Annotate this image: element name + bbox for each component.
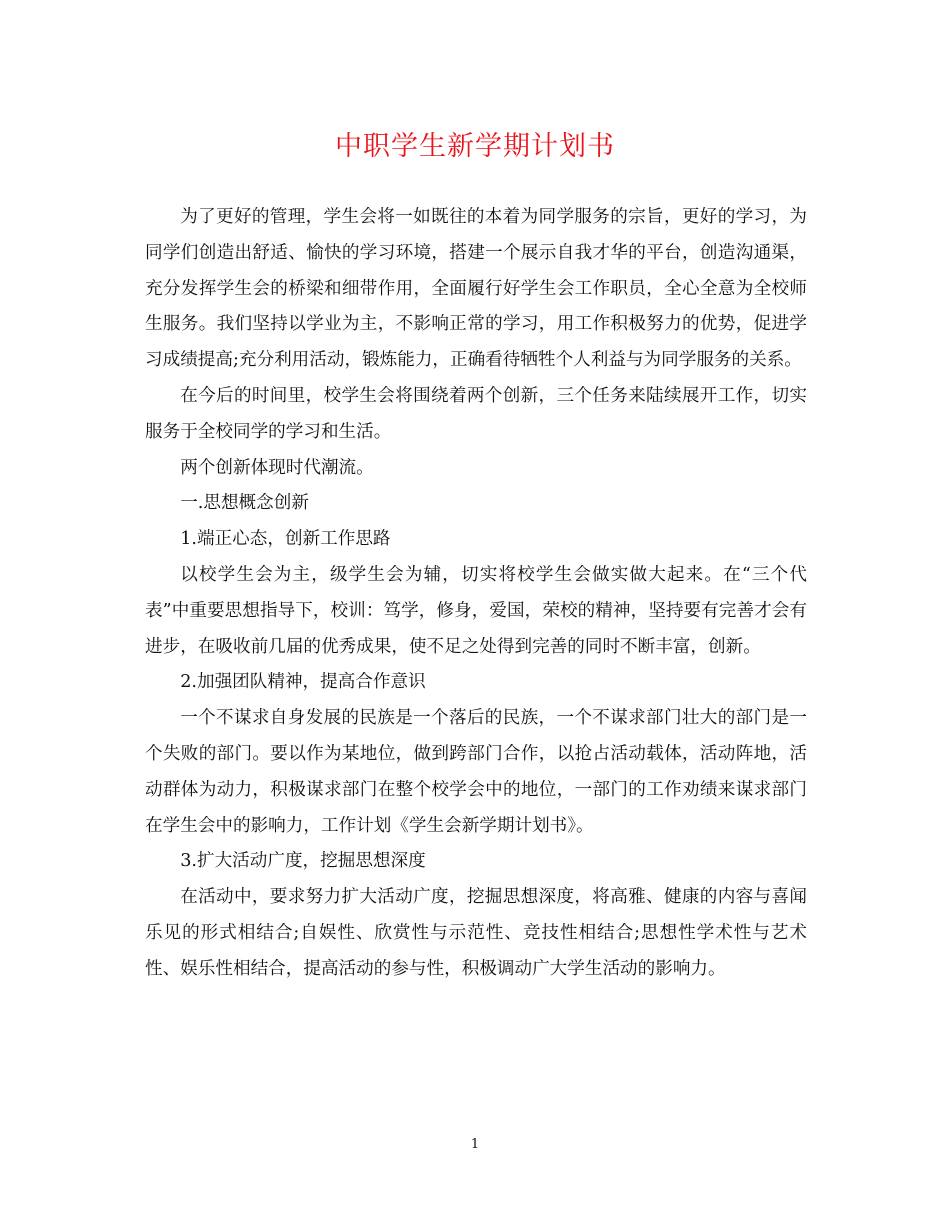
paragraph: 以校学生会为主，级学生会为辅，切实将校学生会做实做大起来。在“三个代表”中重要思想指导下，校训：笃学，修身，爱国，荣校的精神，坚持要有完善才会有进步，在吸收前几届的优秀成果，使不足之处得到完善的同时不断丰富，创新。: [145, 564, 807, 657]
subsection-heading: 2.加强团队精神，提高合作意识: [180, 672, 426, 693]
paragraph: 一个不谋求自身发展的民族是一个落后的民族，一个不谋求部门壮大的部门是一个失败的部门。要以作为某地位，做到跨部门合作，以抢占活动载体，活动阵地，活动群体为动力，积极谋求部门在整个校学会中的地位，一部门的工作劝绩来谋求部门在学生会中的影响力，工作计划《学生会新学期计划书》。: [145, 708, 807, 836]
paragraph: 两个创新体现时代潮流。: [180, 457, 374, 478]
subsection-heading: 1.端正心态，创新工作思路: [180, 529, 391, 550]
page-number: 1: [470, 1137, 480, 1152]
document-title: 中职学生新学期计划书: [335, 131, 615, 162]
paragraph: 在活动中，要求努力扩大活动广度，挖掘思想深度，将高雅、健康的内容与喜闻乐见的形式相结合;自娱性、欣赏性与示范性、竞技性相结合;思想性学术性与艺术性、娱乐性相结合，提高活动的参与性，积极调动广大学生活动的影响力。: [145, 887, 807, 979]
section-heading: 一.思想概念创新: [180, 493, 309, 514]
paragraph: 为了更好的管理，学生会将一如既往的本着为同学服务的宗旨，更好的学习，为同学们创造出舒适、愉快的学习环境，搭建一个展示自我才华的平台，创造沟通渠，充分发挥学生会的桥梁和细带作用，全面履行好学生会工作职员，全心全意为全校师生服务。我们坚持以学业为主，不影响正常的学习，用工作积极努力的优势，促进学习成绩提高;充分利用活动，锻炼能力，正确看待牺牲个人利益与为同学服务的关系。: [145, 207, 807, 371]
document-body: [145, 200, 807, 988]
subsection-heading: 3.扩大活动广度，挖掘思想深度: [180, 851, 426, 872]
paragraph: 在今后的时间里，校学生会将围绕着两个创新，三个任务来陆续展开工作，切实服务于全校同学的学习和生活。: [145, 385, 807, 442]
